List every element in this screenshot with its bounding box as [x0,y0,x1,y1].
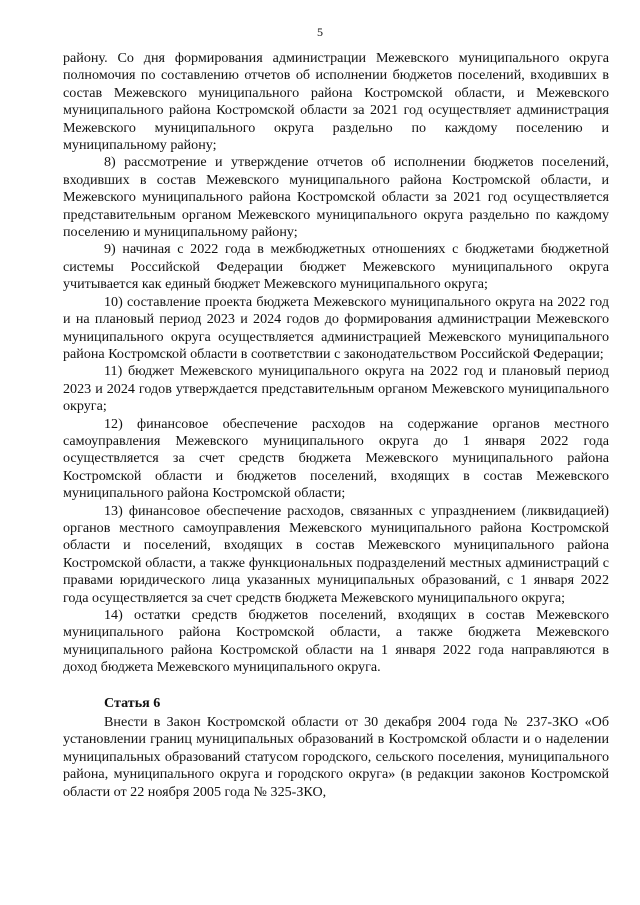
list-item-13: 13) финансовое обеспечение расходов, связанных с упразднением (ликвидацией) органов местного самоуправления Межевского муниципального района Костромской области и поселений, входящих в состав Межевского муниципального района Костромской области, а также функциональных подразделений местных администраций с правами юридического лица указанных муниципальных образований, с 1 января 2022 года осуществляется за счет средств бюджета Межевского муниципального округа; [63,502,609,606]
list-item-9: 9) начиная с 2022 года в межбюджетных отношениях с бюджетами бюджетной системы Российской Федерации бюджет Межевского муниципального округа учитывается как единый бюджет Межевского муниципального округа; [63,241,609,293]
list-item-10: 10) составление проекта бюджета Межевского муниципального округа на 2022 год и на плановый период 2023 и 2024 годов до формирования администрации Межевского муниципального округа осуществляется администрацией Межевского муниципального района Костромской области в соответствии с законодательством Российской Федерации; [63,293,609,362]
document-body [63,50,609,801]
list-item-14: 14) остатки средств бюджетов поселений, входящих в состав Межевского муниципального района Костромской области, а также бюджета Межевского муниципального района Костромской области на 1 января 2022 года направляются в доход бюджета Межевского муниципального округа. [63,607,609,676]
article-heading: Статья 6 [104,694,161,711]
list-item-8: 8) рассмотрение и утверждение отчетов об исполнении бюджетов поселений, входивших в состав Межевского муниципального района Костромской области, и Межевского муниципального района Костромской области за 2021 год осуществляется представительным органом Межевского муниципального округа раздельно по каждому поселению и муниципальному району; [63,154,609,241]
list-item-11: 11) бюджет Межевского муниципального округа на 2022 год и плановый период 2023 и 2024 годов утверждается представительным органом Межевского муниципального округа; [63,363,609,415]
list-item-12: 12) финансовое обеспечение расходов на содержание органов местного самоуправления Межевского муниципального округа до 1 января 2022 года осуществляется за счет средств бюджета Межевского муниципального района Костромской области и бюджетов поселений, входящих в состав Межевского муниципального района Костромской области; [63,415,609,502]
article-text: Внести в Закон Костромской области от 30 декабря 2004 года № 237-ЗКО «Об установлении границ муниципальных образований в Костромской области и о наделении муниципальных образований статусом городского, сельского поселения, муниципального района, муниципального округа и городского округа» (в редакции законов Костромской области от 22 ноября 2005 года № 325-ЗКО, [63,714,609,800]
page-number: 5 [317,25,323,39]
paragraph-continuation: району. Со дня формирования администрации Межевского муниципального округа полномочия по составлению отчетов об исполнении бюджетов поселений, входивших в состав Межевского муниципального района Костромской области, и Межевского муниципального района Костромской области за 2021 год осуществляет администрация Межевского муниципального округа раздельно по каждому поселению и муниципальному району; [63,50,609,154]
